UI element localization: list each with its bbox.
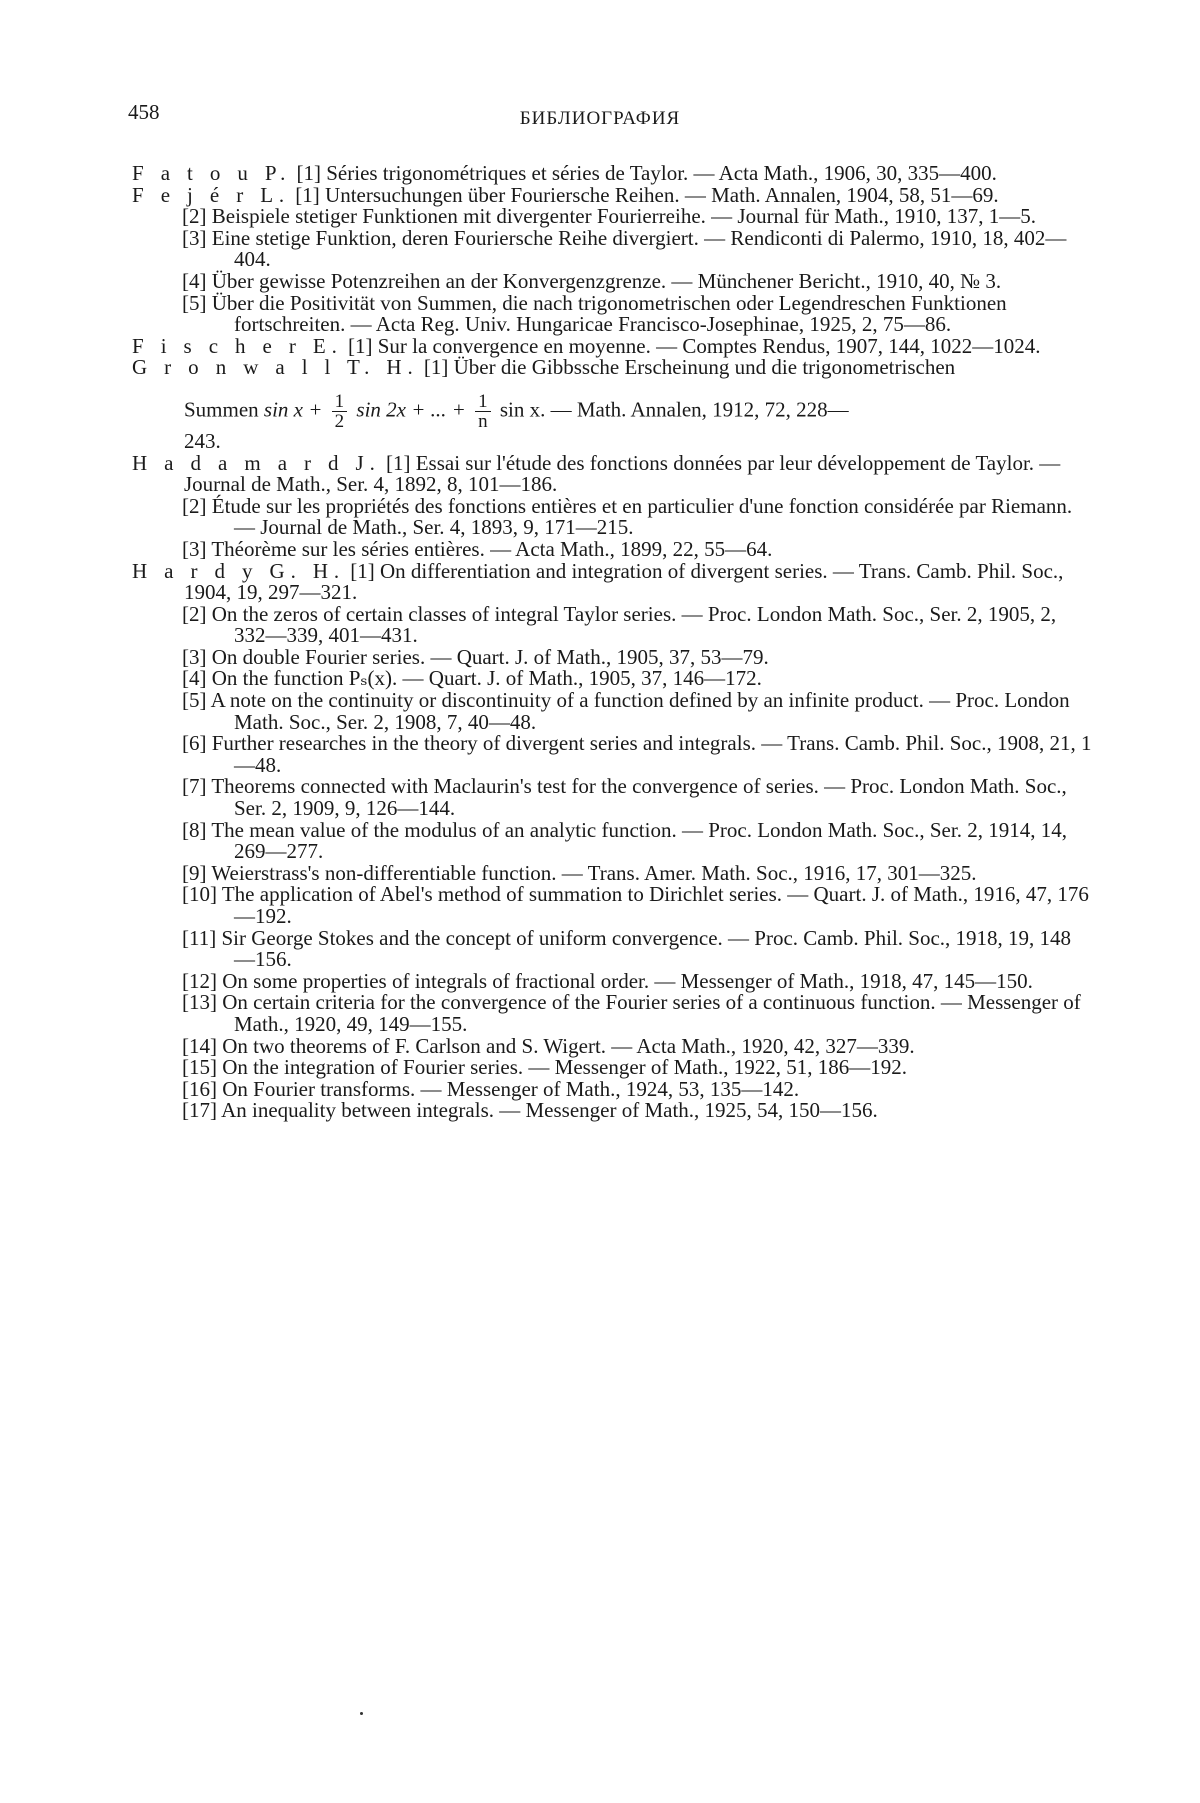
bib-entry-hardy-1 xyxy=(132,558,1092,605)
fraction-numerator: 1 xyxy=(332,392,348,412)
entry-text: [1] Untersuchungen über Fouriersche Reihen. — Math. Annalen, 1904, 58, 51—69. xyxy=(295,182,999,207)
author-name: F i s c h e r E. xyxy=(132,333,343,358)
page-number: 458 xyxy=(128,100,160,124)
author-name: H a r d y G. H. xyxy=(132,558,346,583)
formula-word: Summen xyxy=(184,397,259,422)
fraction-one-half xyxy=(332,392,348,431)
bib-entry-hardy-13: [13] On certain criteria for the convergence of the Fourier series of a continuous function. — Messenger of Math., 1920, 49, 149—155. xyxy=(182,990,1081,1036)
author-name: F a t o u P. xyxy=(132,161,292,185)
entry-text: [1] Über die Gibbssche Erscheinung und die trigonometrischen xyxy=(423,355,956,380)
fraction-numerator: 1 xyxy=(475,392,491,412)
entry-text: [1] Essai sur l'étude des fonctions données par leur développement de Taylor. — Journal de Math., Ser. 4, 1892, 8, 101—186. xyxy=(184,450,1061,497)
entry-text: [1] Sur la convergence en moyenne. — Comptes Rendus, 1907, 144, 1022—1024. xyxy=(347,333,1041,358)
bib-entry-hardy-15: [15] On the integration of Fourier series. — Messenger of Math., 1922, 51, 186—192. xyxy=(182,1055,907,1080)
bib-entry-hardy-16: [16] On Fourier transforms. — Messenger of Math., 1924, 53, 135—142. xyxy=(182,1076,800,1101)
bib-entry-hardy-8: [8] The mean value of the modulus of an analytic function. — Proc. London Math. Soc., Ser. 2, 1914, 14, 269—277. xyxy=(182,817,1067,864)
bib-entry-hardy-10: [10] The application of Abel's method of summation to Dirichlet series. — Quart. J. of Math., 1916, 47, 176—192. xyxy=(182,882,1089,928)
bib-entry-hardy-14: [14] On two theorems of F. Carlson and S. Wigert. — Acta Math., 1920, 42, 327—339. xyxy=(182,1033,915,1058)
formula-part-2: sin 2x + ... + xyxy=(356,397,466,422)
bib-entry-fejer-3: [3] Eine stetige Funktion, deren Fouriersche Reihe divergiert. — Rendiconti di Palermo, 1910, 18, 402—404. xyxy=(182,225,1067,272)
fraction-denominator: n xyxy=(478,410,488,432)
bib-entry-hadamard-2: [2] Étude sur les propriétés des fonctions entières et en particulier d'une fonction considérée par Riemann. — Journal de Math., Ser. 4, 1893, 9, 171—215. xyxy=(182,493,1073,540)
fraction-denominator: 2 xyxy=(334,410,345,432)
formula-part-1: sin x + xyxy=(263,397,323,422)
bib-entry-fejer-2: [2] Beispiele stetiger Funktionen mit divergenter Fourierreihe. — Journal für Math., 1910, 137, 1—5. xyxy=(182,204,1037,229)
author-name: H a d a m a r d J. xyxy=(132,450,381,475)
bib-entry-hardy-3: [3] On double Fourier series. — Quart. J. of Math., 1905, 37, 53—79. xyxy=(182,644,769,669)
bib-entry-hadamard-1 xyxy=(132,450,1092,497)
bib-entry-hardy-4: [4] On the function Pₛ(x). — Quart. J. of Math., 1905, 37, 146—172. xyxy=(182,666,762,691)
bib-entry-hadamard-3: [3] Théorème sur les séries entières. — Acta Math., 1899, 22, 55—64. xyxy=(182,536,773,561)
running-title: БИБЛИОГРАФИЯ xyxy=(519,108,681,129)
gronwall-formula-line xyxy=(132,392,1092,431)
entry-text: [1] Séries trigonométriques et séries de Taylor. — Acta Math., 1906, 30, 335—400. xyxy=(296,161,997,185)
bib-entry-fischer-1 xyxy=(132,333,1092,358)
bib-entry-hardy-2: [2] On the zeros of certain classes of integral Taylor series. — Proc. London Math. Soc., Ser. 2, 1905, 2, 332—339, 401—431. xyxy=(182,601,1057,648)
bib-entry-hardy-6: [6] Further researches in the theory of divergent series and integrals. — Trans. Camb. Phil. Soc., 1908, 21, 1—48. xyxy=(182,731,1092,777)
bib-entry-fatou-1 xyxy=(132,163,1092,185)
bib-entry-fejer-4: [4] Über gewisse Potenzreihen an der Konvergenzgrenze. — Münchener Bericht., 1910, 40, № 3. xyxy=(182,268,1002,293)
bib-entry-hardy-11: [11] Sir George Stokes and the concept of uniform convergence. — Proc. Camb. Phil. Soc., 1918, 19, 148—156. xyxy=(182,925,1072,972)
bib-entry-hardy-5: [5] A note on the continuity or discontinuity of a function defined by an infinite product. — Proc. London Math. Soc., Ser. 2, 1908, 7, 40—48. xyxy=(182,688,1070,734)
bib-entry-hardy-12: [12] On some properties of integrals of fractional order. — Messenger of Math., 1918, 47, 145—150. xyxy=(182,968,1033,993)
fraction-one-over-n xyxy=(475,392,491,431)
author-name: G r o n w a l l T. H. xyxy=(132,355,419,380)
author-name: F e j é r L. xyxy=(132,182,291,207)
bib-entry-gronwall-1 xyxy=(132,357,1092,379)
bib-entry-hardy-9: [9] Weierstrass's non-differentiable function. — Trans. Amer. Math. Soc., 1916, 17, 301—325. xyxy=(182,860,977,885)
formula-part-3: sin x. — Math. Annalen, 1912, 72, 228— xyxy=(499,397,849,422)
gronwall-formula-tail: 243. xyxy=(184,428,221,453)
bib-entry-hardy-17: [17] An inequality between integrals. — Messenger of Math., 1925, 54, 150—156. xyxy=(182,1098,878,1123)
bibliography-list xyxy=(132,163,1092,1122)
bib-entry-fejer-1 xyxy=(132,182,1092,207)
page-dot-mark xyxy=(360,1712,363,1715)
bib-entry-hardy-7: [7] Theorems connected with Maclaurin's test for the convergence of series. — Proc. London Math. Soc., Ser. 2, 1909, 9, 126—144. xyxy=(182,774,1067,821)
entry-text: [1] On differentiation and integration of divergent series. — Trans. Camb. Phil. Soc., 1904, 19, 297—321. xyxy=(184,558,1064,605)
bib-entry-fejer-5: [5] Über die Positivität von Summen, die nach trigonometrischen oder Legendreschen Funktionen fortschreiten. — Acta Reg. Univ. Hungaricae Francisco-Josephinae, 1925, 2, 75—86. xyxy=(182,290,1007,337)
